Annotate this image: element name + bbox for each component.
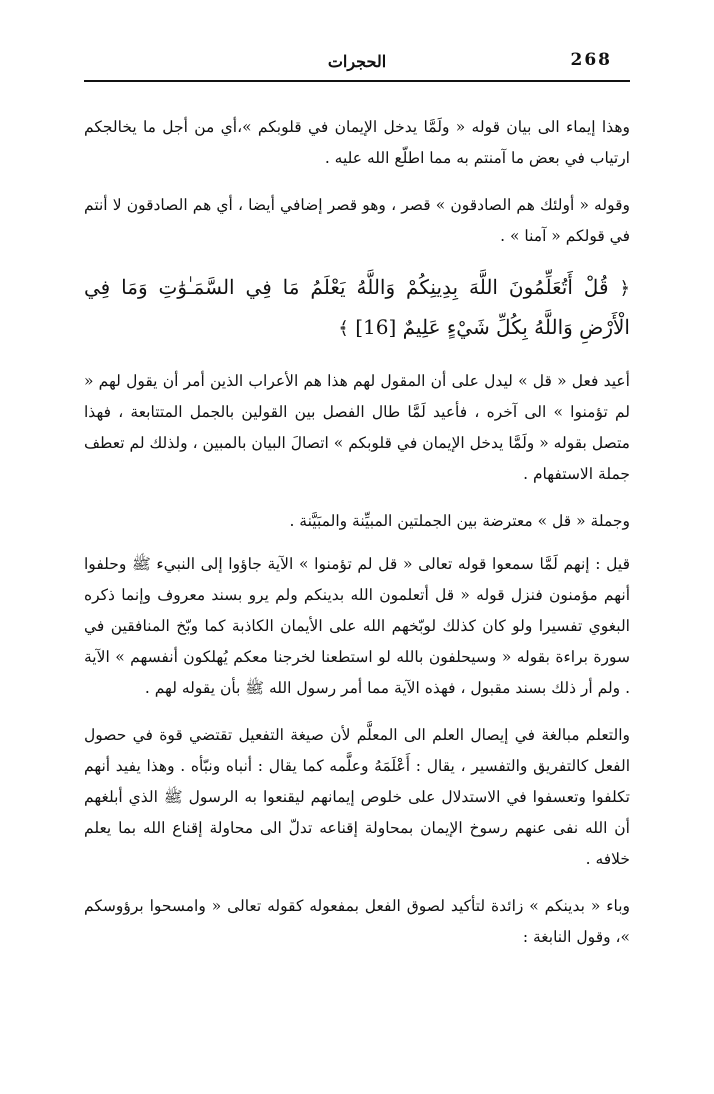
verse-text: قُلْ أَتُعَلِّمُونَ اللَّهَ بِدِينِكُمْ وَاللَّهُ يَعْلَمُ مَا فِي السَّمَـٰوَٰتِ وَمَا فِي الْأَرْضِ وَاللَّهُ بِكُلِّ شَيْءٍ عَلِيمٌ [16] <box>84 275 630 339</box>
paragraph-4: وجملة « قل » معترضة بين الجملتين المبيِّنة والمبَيَّنة . <box>289 512 630 530</box>
paragraph-5: قيل : إنهم لَمَّا سمعوا قوله تعالى « قل لم تؤمنوا » الآية جاؤوا إلى النبيء ﷺ وحلفوا أنهم مؤمنون فنزل قوله « قل أتعلمون الله بدينكم ولم يرو بسند معروف وإنما ذكره البغوي تفسيرا ولو كان كذلك لوبّخهم الله على الأيمان الكاذبة كما وبّخ المنافقين في سورة براءة بقوله « وسيحلفون بالله لو استطعنا لخرجنا معكم يُهلكون أنفسهم » الآية . ولم أر ذلك بسند مقبول ، فهذه الآية مما أمر رسول الله ﷺ بأن يقوله لهم . <box>84 555 630 697</box>
paragraph-7: وباء « بدينكم » زائدة لتأكيد لصوق الفعل بمفعوله كقوله تعالى « وامسحوا برؤوسكم »، وقول النابغة : <box>84 897 630 946</box>
paragraph-6: والتعلم مبالغة في إيصال العلم الى المعلَّم لأن صيغة التفعيل تقتضي قوة في حصول الفعل كالتفريق والتفسير ، يقال : أَعْلَمَهُ وعلَّمه كما يقال : أنباه ونبّأه . وهذا يفيد أنهم تكلفوا وتعسفوا في الاستدلال على خلوص إيمانهم ليقنعوا به الرسول ﷺ الذي أبلغهم أن الله نفى عنهم رسوخ الإيمان بمحاولة إقناعه تدلّ الى محاولة إقناع الله بما يعلم خلافه . <box>84 726 630 868</box>
page-number: 268 <box>570 50 612 70</box>
running-title: الحجرات <box>327 52 387 71</box>
verse-close-ornament: ﴾ <box>338 318 349 339</box>
page-body <box>84 112 630 969</box>
quran-verse <box>84 268 630 348</box>
paragraph-2: وقوله « أولئك هم الصادقون » قصر ، وهو قصر إضافي أيضا ، أي هم الصادقون لا أنتم في قولكم « آمنا » . <box>84 196 630 245</box>
paragraph-3: أعيد فعل « قل » ليدل على أن المقول لهم هذا هم الأعراب الذين أمر أن يقول لهم « لم تؤمنوا » الى آخره ، فأعيد لَمَّا طال الفصل بين القولين بالجمل المتتابعة ، فهذا متصل بقوله « ولَمَّا يدخل الإيمان في قلوبكم » اتصالَ البيان بالمبين ، ولذلك لم تعطف جملة الاستفهام . <box>84 372 630 483</box>
verse-open-ornament: ﴿ <box>619 278 630 299</box>
header-divider <box>84 80 630 82</box>
page-header <box>84 50 630 80</box>
paragraph-1: وهذا إيماء الى بيان قوله « ولَمَّا يدخل الإيمان في قلوبكم »،أي من أجل ما يخالجكم ارتياب في بعض ما آمنتم به مما اطلّع الله عليه . <box>84 118 630 167</box>
